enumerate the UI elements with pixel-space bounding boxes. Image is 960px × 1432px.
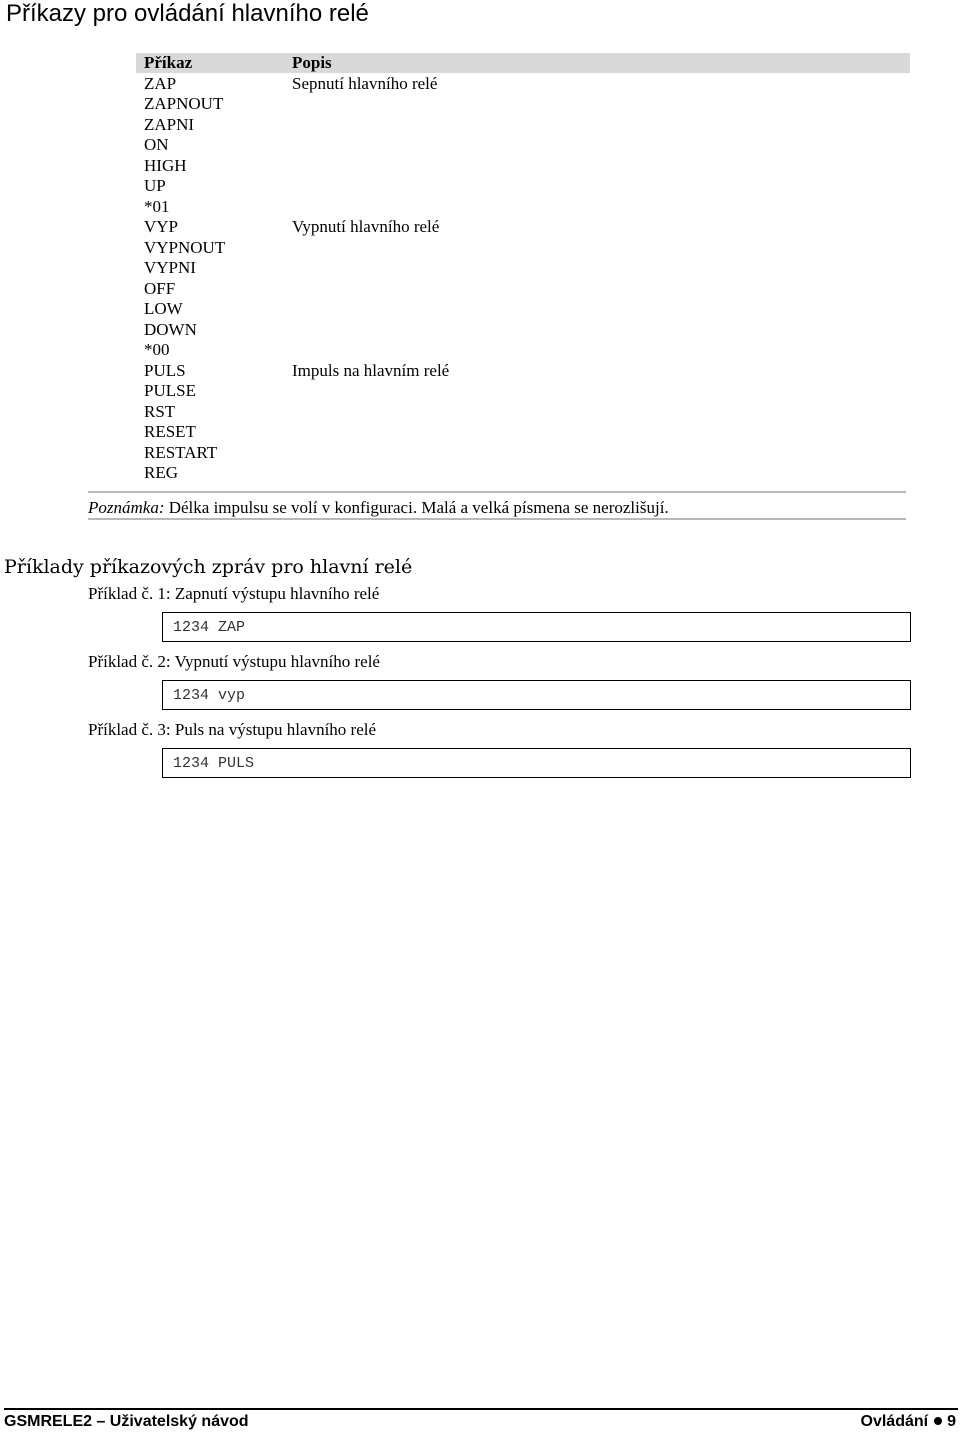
command-cell: LOW xyxy=(144,299,183,318)
example-code-box-2 xyxy=(162,680,911,710)
bullet-icon xyxy=(934,1417,942,1425)
command-cell: UP xyxy=(144,176,166,195)
command-cell: HIGH xyxy=(144,155,187,175)
example-code-box-1 xyxy=(162,612,911,642)
description-cell: Impuls na hlavním relé xyxy=(292,360,450,380)
command-cell: OFF xyxy=(144,278,176,298)
note-label: Poznámka: xyxy=(88,498,165,517)
description-list xyxy=(292,73,450,484)
example-label-1: Příklad č. 1: Zapnutí výstupu hlavního relé xyxy=(88,584,380,603)
note-top-divider xyxy=(88,491,906,493)
footer-document-title: GSMRELE2 – Uživatelský návod xyxy=(4,1413,249,1430)
command-cell: ZAPNI xyxy=(144,114,195,134)
table-header-bar xyxy=(136,53,910,73)
command-cell: REG xyxy=(144,463,178,482)
command-cell: RST xyxy=(144,401,176,421)
footer-page-number: 9 xyxy=(947,1413,956,1430)
command-cell: RESET xyxy=(144,422,196,441)
description-cell: Sepnutí hlavního relé xyxy=(292,73,438,93)
command-cell: VYPNOUT xyxy=(144,237,226,257)
command-cell: ON xyxy=(144,135,169,154)
header-description: Popis xyxy=(292,53,332,72)
command-cell: RESTART xyxy=(144,442,218,462)
example-code-box-3 xyxy=(162,748,911,778)
note-bottom-divider xyxy=(88,518,906,520)
examples-title: Příklady příkazových zpráv pro hlavní relé xyxy=(4,556,413,578)
example-code-1: 1234 ZAP xyxy=(173,619,246,636)
command-list xyxy=(144,74,225,484)
example-label-2: Příklad č. 2: Vypnutí výstupu hlavního relé xyxy=(88,652,380,671)
page-title: Příkazy pro ovládání hlavního relé xyxy=(6,0,369,27)
command-cell: DOWN xyxy=(144,319,197,339)
command-cell: VYP xyxy=(144,217,179,236)
footer-section: Ovládání xyxy=(860,1413,929,1430)
command-column xyxy=(144,53,225,484)
command-cell: *01 xyxy=(144,196,170,216)
example-code-2: 1234 vyp xyxy=(173,687,246,704)
command-cell: VYPNI xyxy=(144,258,196,277)
description-column xyxy=(292,53,450,484)
header-command: Příkaz xyxy=(144,53,193,72)
note-text: Délka impulsu se volí v konfiguraci. Malá a velká písmena se nerozlišují. xyxy=(168,498,669,517)
note xyxy=(88,498,669,518)
description-cell: Vypnutí hlavního relé xyxy=(292,217,440,236)
footer-page-info xyxy=(861,1412,956,1432)
footer-divider xyxy=(4,1408,958,1410)
command-cell: ZAPNOUT xyxy=(144,94,224,113)
command-cell: PULSE xyxy=(144,381,196,400)
command-cell: PULS xyxy=(144,360,186,380)
example-code-3: 1234 PULS xyxy=(173,755,255,772)
command-cell: *00 xyxy=(144,340,170,359)
command-cell: ZAP xyxy=(144,73,177,93)
example-label-3: Příklad č. 3: Puls na výstupu hlavního relé xyxy=(88,720,377,739)
